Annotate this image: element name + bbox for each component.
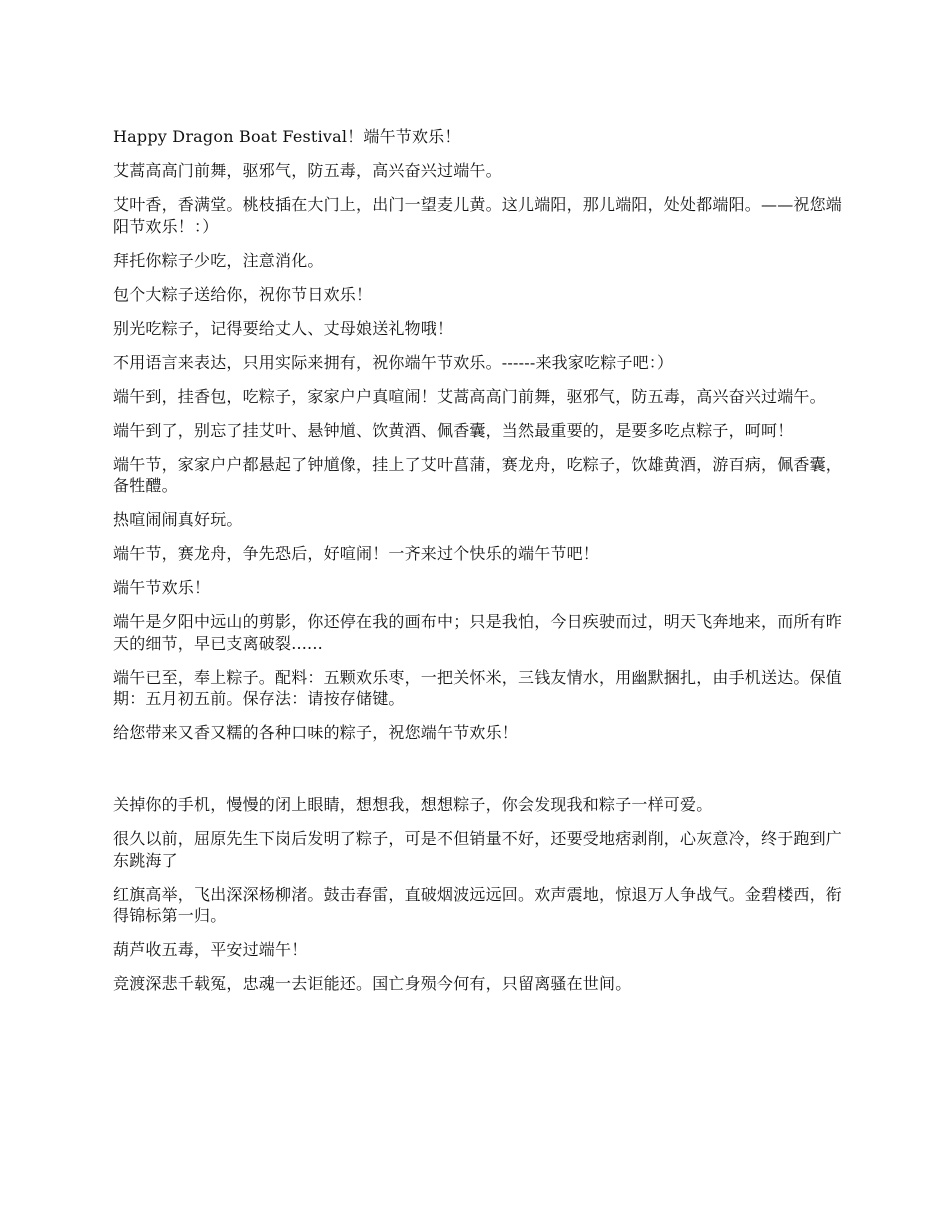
- paragraph-17: 关掉你的手机，慢慢的闭上眼睛，想想我，想想粽子，你会发现我和粽子一样可爱。: [113, 795, 713, 814]
- paragraph-20: 葫芦收五毒，平安过端午！: [113, 940, 308, 959]
- paragraph-18: 很久以前，屈原先生下岗后发明了粽子，可是不但销量不好，还要受地痞剥削，心灰意冷，终于跑到广东跳海了: [113, 829, 843, 870]
- paragraph-6: 别光吃粽子，记得要给丈人、丈母娘送礼物哦！: [113, 318, 454, 338]
- section-gap: [113, 756, 843, 794]
- paragraph-9: 端午到了，别忘了挂艾叶、悬钟馗、饮黄酒、佩香囊，当然最重要的，是要多吃点粽子，呵呵！: [113, 420, 794, 440]
- paragraph-1: Happy Dragon Boat Festival！端午节欢乐！: [113, 127, 461, 146]
- paragraph-2: 艾蒿高高门前舞，驱邪气，防五毒，高兴奋兴过端午。: [113, 161, 502, 180]
- paragraph-11: 热喧闹闹真好玩。: [113, 510, 243, 529]
- paragraph-5: 包个大粽子送给你，祝你节日欢乐！: [113, 284, 373, 304]
- paragraph-3: 艾叶香，香满堂。桃枝插在大门上，出门一望麦儿黄。这儿端阳，那儿端阳，处处都端阳。——祝您端阳节欢乐！：）: [113, 195, 843, 236]
- paragraph-15: 端午已至，奉上粽子。配料：五颗欢乐枣，一把关怀米，三钱友情水，用幽默捆扎，由手机送达。保值期：五月初五前。保存法：请按存储键。: [113, 667, 843, 708]
- paragraph-19: 红旗高举，飞出深深杨柳渚。鼓击春雷，直破烟波远远回。欢声震地，惊退万人争战气。金碧楼西，衔得锦标第一归。: [113, 884, 843, 925]
- paragraph-14: 端午是夕阳中远山的剪影，你还停在我的画布中；只是我怕，今日疾驶而过，明天飞奔地来，而所有昨天的细节，早已支离破裂......: [113, 612, 843, 653]
- document-body: [113, 126, 843, 1007]
- paragraph-13: 端午节欢乐！: [113, 578, 211, 597]
- paragraph-21: 竞渡深悲千载冤，忠魂一去讵能还。国亡身殒今何有，只留离骚在世间。: [113, 974, 632, 993]
- paragraph-8: 端午到，挂香包，吃粽子，家家户户真喧闹！艾蒿高高门前舞，驱邪气，防五毒，高兴奋兴过端午。: [113, 386, 826, 406]
- paragraph-4: 拜托你粽子少吃，注意消化。: [113, 250, 324, 270]
- paragraph-7: 不用语言来表达，只用实际来拥有，祝你端午节欢乐。------来我家吃粽子吧：）: [113, 352, 674, 372]
- paragraph-16: 给您带来又香又糯的各种口味的粽子，祝您端午节欢乐！: [113, 723, 519, 742]
- paragraph-12: 端午节，赛龙舟，争先恐后，好喧闹！一齐来过个快乐的端午节吧！: [113, 544, 600, 563]
- paragraph-10: 端午节，家家户户都悬起了钟馗像，挂上了艾叶菖蒲，赛龙舟，吃粽子，饮雄黄酒，游百病，佩香囊，备牲醴。: [113, 454, 843, 495]
